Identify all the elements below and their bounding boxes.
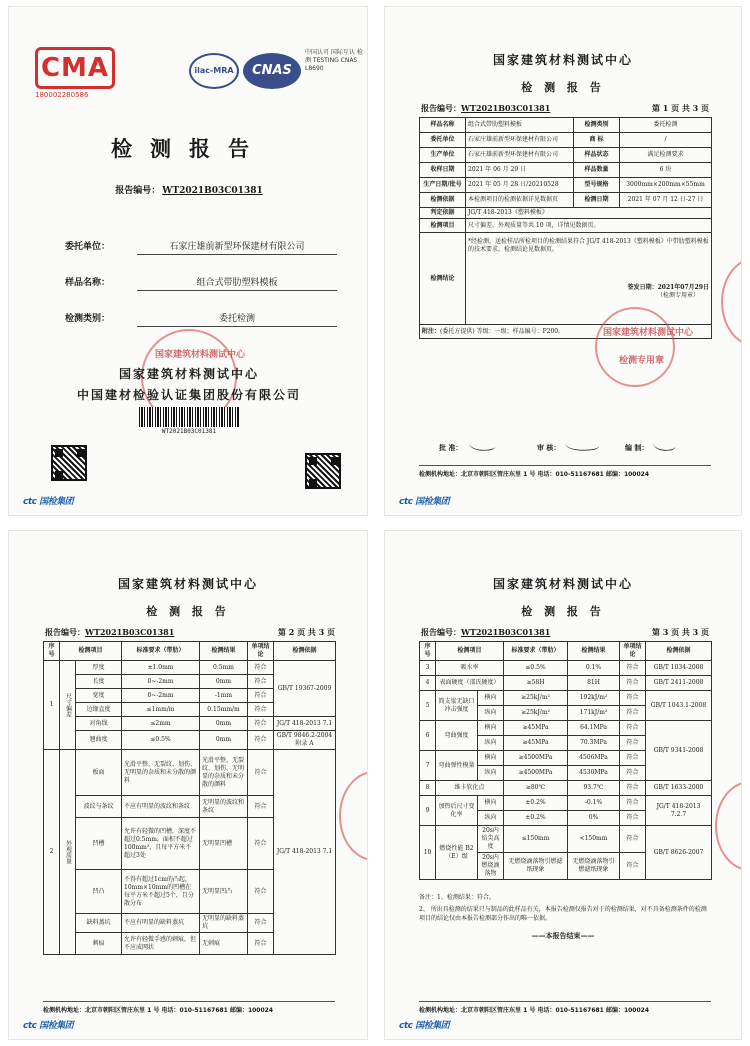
- item-name: 燃烧性能 B2（E）级: [436, 826, 478, 880]
- result: 无明显的缺料蒸坑: [200, 914, 248, 933]
- verdict: 符合: [248, 689, 274, 703]
- requirement: 允许有轻微的凹槽，深度不超过0.5mm，面积不超过100mm²，且每平方米不超过3处: [122, 818, 200, 870]
- data-table-body: [420, 661, 712, 880]
- report-data-page-1: [8, 530, 368, 1040]
- ctc-footer-logo: [23, 494, 73, 507]
- requirement: 不应有明显的缺料蒸坑: [122, 914, 200, 933]
- seal-note: （检测专用章）: [656, 292, 699, 299]
- report-number-value: WT2021B03C01381: [461, 627, 551, 637]
- table-row: [420, 721, 712, 736]
- summary-label: 收样日期: [420, 163, 466, 178]
- compile-label: 编 制：: [625, 444, 649, 452]
- test-basis: GB/T 19367-2009: [274, 661, 336, 717]
- requirement: ≥25kJ/m²: [504, 691, 568, 706]
- col-header: 单项结论: [620, 642, 646, 661]
- remark-value: (委托方提供) 等级：一级；样品编号：P200。: [440, 327, 565, 335]
- summary-label: 样品状态: [574, 148, 620, 163]
- table-row: [420, 796, 712, 811]
- item-name: 加热后尺寸变化率: [436, 796, 478, 826]
- table-row: [420, 691, 712, 706]
- standard-value: JG/T 418-2013《塑料模板》: [466, 208, 712, 219]
- page-indicator: 第 1 页 共 3 页: [651, 103, 709, 113]
- red-seal-stamp: [595, 307, 675, 387]
- item-name: 波纹与条纹: [76, 796, 122, 818]
- group-name: 外观质量: [60, 750, 76, 955]
- physical-properties-table: [419, 641, 712, 880]
- table-header-row: [420, 642, 712, 661]
- test-basis: GB/T 9341-2008: [646, 721, 712, 781]
- end-of-report: ——本报告结束——: [531, 931, 595, 940]
- requirement: ≥80℃: [504, 781, 568, 796]
- result: 无刺痕: [200, 933, 248, 955]
- requirement: ≤0.5%: [504, 661, 568, 676]
- row-number: 2: [44, 750, 60, 955]
- verdict: 符合: [620, 751, 646, 766]
- requirement: 无燃烧滴落物引燃滤纸现象: [504, 853, 568, 880]
- col-header: 单项结论: [248, 642, 274, 661]
- row-number: 9: [420, 796, 436, 826]
- verdict: 符合: [620, 826, 646, 853]
- result: 192kJ/m²: [568, 691, 620, 706]
- report-number-value: WT2021B03C01381: [85, 627, 175, 637]
- ctc-footer-logo: [399, 1018, 449, 1031]
- report-cover-page: [8, 6, 368, 516]
- cnas-accreditation-text: 中国认可 国际互认 检测 TESTING CNAS L8690: [305, 49, 363, 72]
- item-name: 弯曲强度: [436, 721, 478, 751]
- row-number: 6: [420, 721, 436, 751]
- table-row: [44, 731, 336, 750]
- result: 0mm: [200, 717, 248, 731]
- summary-label: 样品数量: [574, 163, 620, 178]
- result: 64.1MPa: [568, 721, 620, 736]
- item-name: 凹槽: [76, 818, 122, 870]
- cnas-logo: CNAS: [243, 53, 301, 89]
- item-name: 缺料蒸坑: [76, 914, 122, 933]
- summary-row: [420, 148, 712, 163]
- ilac-mra-logo: ilac-MRA: [189, 53, 239, 89]
- verdict: 符合: [620, 676, 646, 691]
- review-label: 审 核：: [537, 444, 561, 452]
- page-indicator: 第 2 页 共 3 页: [277, 627, 335, 637]
- report-number-value: WT2021B03C01381: [461, 103, 551, 113]
- ctc-logo-icon: ctc 国检集团: [399, 497, 450, 507]
- item-name: 厚度: [76, 661, 122, 675]
- review-signature: [565, 436, 600, 452]
- item-name: 宽度: [76, 689, 122, 703]
- requirement: 不应有明显的波纹和条纹: [122, 796, 200, 818]
- sub-item: 20s内焰尖高度: [478, 826, 504, 853]
- requirement: ≥58H: [504, 676, 568, 691]
- items-row: [420, 219, 712, 233]
- summary-value: 石家庄雄前新型环保建材有限公司: [466, 148, 574, 163]
- verdict: 符合: [248, 750, 274, 796]
- verdict: 符合: [248, 731, 274, 750]
- report-number-label: 报告编号：: [421, 627, 461, 637]
- item-name: 对角线: [76, 717, 122, 731]
- verdict: 符合: [620, 853, 646, 880]
- table-row: [420, 676, 712, 691]
- seal-subtext: 检测专用章: [619, 356, 665, 366]
- summary-table-body: [420, 118, 712, 208]
- sub-item: 20s内燃烧滴落物: [478, 853, 504, 880]
- verdict: 符合: [620, 691, 646, 706]
- table-row: [44, 661, 336, 675]
- result: 171kJ/m²: [568, 706, 620, 721]
- requirement: 允许有轻微手感的刺痕，但不应成网状: [122, 933, 200, 955]
- col-header: 检测结果: [200, 642, 248, 661]
- result: 0mm: [200, 731, 248, 750]
- data-table-body: [44, 661, 336, 955]
- lab-address: 检测机构地址：北京市朝阳区管庄东里 1 号 电话：010-51167681 邮编：100024: [419, 465, 711, 478]
- test-basis: GB/T 1034-2008: [646, 661, 712, 676]
- requirement: 光滑平整、无裂纹、划伤、无明显的杂质和未分散的颜料: [122, 750, 200, 796]
- client-label: 委托单位：: [65, 242, 111, 252]
- dimension-appearance-table: [43, 641, 336, 955]
- page-indicator: 第 3 页 共 3 页: [651, 627, 709, 637]
- summary-label: 型号规格: [574, 178, 620, 193]
- ctc-logo-icon: ctc 国检集团: [399, 1021, 450, 1031]
- requirement: ±0.2%: [504, 796, 568, 811]
- summary-table: [419, 117, 712, 339]
- summary-value: 2021 年 07 月 12 日-27 日: [620, 193, 712, 208]
- result: <150mm: [568, 826, 620, 853]
- result: -0.1%: [568, 796, 620, 811]
- ctc-logo-icon: ctc 国检集团: [23, 497, 74, 507]
- col-header: 标准要求（带肋）: [504, 642, 568, 661]
- approve-label: 批 准：: [439, 444, 463, 452]
- cover-title: 检测报告: [111, 136, 267, 161]
- item-name: 表面硬度（邵氏硬度）: [436, 676, 504, 691]
- col-header: 检测结果: [568, 642, 620, 661]
- note-2: 2、 所出具检测的结果只与制品的此样品有关，本报告检测仅报告对于的检测结果，对不具备检测条件的检测项目的结论仅由本报告检测部分作出的唯一依据。: [419, 906, 707, 922]
- seal-text: 国家建筑材料测试中心: [603, 328, 694, 338]
- sub-item: 横向: [478, 751, 504, 766]
- verdict: 符合: [248, 703, 274, 717]
- sub-item: 纵向: [478, 736, 504, 751]
- sign-date: 签发日期：2021年07月29日: [627, 284, 709, 291]
- col-header: 检测项目: [60, 642, 122, 661]
- result: 93.7℃: [568, 781, 620, 796]
- col-header: 标准要求（带肋）: [122, 642, 200, 661]
- summary-label: 样品名称: [420, 118, 466, 133]
- requirement: 0~-2mm: [122, 689, 200, 703]
- summary-value: 2021 年 05 月 28 日/20210528: [466, 178, 574, 193]
- row-number: 5: [420, 691, 436, 721]
- red-seal-stamp-edge: [715, 781, 742, 871]
- note-1: 备注：1、检测结果：符合。: [419, 894, 495, 901]
- verdict: 符合: [620, 721, 646, 736]
- summary-value: 本检测项目的检测依据详见数据页: [466, 193, 574, 208]
- summary-value: 组合式带肋塑料模板: [466, 118, 574, 133]
- cma-code: 180002280586: [35, 91, 89, 99]
- row-number: 10: [420, 826, 436, 880]
- verdict: 符合: [248, 914, 274, 933]
- requirement: ≤2mm: [122, 717, 200, 731]
- conclusion-label: 检测结论: [420, 233, 466, 325]
- sub-item: 纵向: [478, 766, 504, 781]
- summary-value: 3000mm×200mm×55mm: [620, 178, 712, 193]
- cma-logo: CMA: [35, 47, 115, 89]
- seal-text: 国家建筑材料测试中心: [155, 350, 246, 360]
- requirement: ≥4500MPa: [504, 766, 568, 781]
- item-name: 吸水率: [436, 661, 504, 676]
- col-header: 检测依据: [646, 642, 712, 661]
- test-type-value: 委托检测: [137, 311, 337, 327]
- summary-label: 生产单位: [420, 148, 466, 163]
- table-row: [420, 826, 712, 853]
- page-title: 国家建筑材料测试中心: [117, 577, 258, 591]
- item-name: 简支梁无缺口冲击强度: [436, 691, 478, 721]
- result: 81H: [568, 676, 620, 691]
- page-subtitle: 检 测 报 告: [521, 81, 605, 94]
- client-value: 石家庄雄前新型环保建材有限公司: [137, 239, 337, 255]
- requirement: ±1.0mm: [122, 661, 200, 675]
- page-title: 国家建筑材料测试中心: [492, 577, 633, 591]
- verdict: 符合: [248, 818, 274, 870]
- standard-label: 判定依据: [420, 208, 466, 219]
- verdict: 符合: [620, 736, 646, 751]
- summary-row: [420, 178, 712, 193]
- lab-address: 检测机构地址：北京市朝阳区管庄东里 1 号 电话：010-51167681 邮编：100024: [43, 1001, 335, 1014]
- verdict: 符合: [620, 811, 646, 826]
- item-name: 长度: [76, 675, 122, 689]
- verdict: 符合: [248, 675, 274, 689]
- item-name: 弯曲弹性模量: [436, 751, 478, 781]
- row-number: 7: [420, 751, 436, 781]
- requirement: 不得有超过1cm的凸起，10mm×10mm的凹槽在每平方米不超过5个，且分散分布: [122, 870, 200, 914]
- report-summary-page: [384, 6, 742, 516]
- qr-code-left: [51, 445, 87, 481]
- item-name: 凹凸: [76, 870, 122, 914]
- ctc-footer-logo: [23, 1018, 73, 1031]
- report-number: [421, 627, 550, 638]
- result: 0mm: [200, 675, 248, 689]
- row-number: 1: [44, 661, 60, 750]
- verdict: 符合: [620, 661, 646, 676]
- table-row: [44, 717, 336, 731]
- row-number: 4: [420, 676, 436, 691]
- test-basis: GB/T 2411-2008: [646, 676, 712, 691]
- result: -1mm: [200, 689, 248, 703]
- verdict: 符合: [620, 706, 646, 721]
- requirement: ±0.2%: [504, 811, 568, 826]
- summary-value: 满足检测要求: [620, 148, 712, 163]
- result: 4530MPa: [568, 766, 620, 781]
- page-subtitle: 检 测 报 告: [146, 605, 230, 618]
- verdict: 符合: [248, 661, 274, 675]
- barcode: [139, 407, 239, 427]
- result: 4506MPa: [568, 751, 620, 766]
- requirement: ≥45MPa: [504, 736, 568, 751]
- result: 无明显的波纹和条纹: [200, 796, 248, 818]
- summary-label: 商 标: [574, 133, 620, 148]
- item-name: 板面: [76, 750, 122, 796]
- red-seal-stamp-edge: [339, 771, 368, 861]
- conclusion-cell: [466, 233, 712, 325]
- test-basis: JG/T 418-2013 7.2.7: [646, 796, 712, 826]
- item-name: 翘曲度: [76, 731, 122, 750]
- verdict: 符合: [248, 933, 274, 955]
- summary-value: 委托检测: [620, 118, 712, 133]
- summary-value: 石家庄雄前新型环保建材有限公司: [466, 133, 574, 148]
- ctc-footer-logo: [399, 494, 449, 507]
- cover-report-number: [9, 183, 368, 196]
- verdict: 符合: [620, 796, 646, 811]
- item-name: 边缘直度: [76, 703, 122, 717]
- result: 无燃烧滴落物引燃滤纸现象: [568, 853, 620, 880]
- result: 0.1%: [568, 661, 620, 676]
- result: 无明显凹凸: [200, 870, 248, 914]
- result: 70.3MPa: [568, 736, 620, 751]
- page-subtitle: 检 测 报 告: [521, 605, 605, 618]
- row-number: 8: [420, 781, 436, 796]
- group-name: 尺寸偏差: [60, 661, 76, 750]
- table-row: [44, 750, 336, 796]
- summary-label: 检测日期: [574, 193, 620, 208]
- requirement: ≥4500MPa: [504, 751, 568, 766]
- result: 0%: [568, 811, 620, 826]
- test-basis: GB/T 1633-2000: [646, 781, 712, 796]
- test-basis: GB/T 1043.1-2008: [646, 691, 712, 721]
- verdict: 符合: [248, 796, 274, 818]
- item-name: 维卡软化点: [436, 781, 504, 796]
- requirement: ≤150mm: [504, 826, 568, 853]
- result: 0.5mm: [200, 661, 248, 675]
- org-name-primary: 国家建筑材料测试中心: [118, 367, 259, 381]
- report-number-value: WT2021B03C01381: [162, 186, 263, 196]
- conclusion-row: [420, 233, 712, 325]
- report-number: [421, 103, 550, 114]
- report-number-label: 报告编号：: [421, 103, 461, 113]
- summary-value: /: [620, 133, 712, 148]
- verdict: 符合: [248, 717, 274, 731]
- table-header-row: [44, 642, 336, 661]
- result: 无明显凹槽: [200, 818, 248, 870]
- requirement: 0~-2mm: [122, 675, 200, 689]
- test-basis: JG/T 418-2013 7.1: [274, 717, 336, 731]
- standard-row: [420, 208, 712, 219]
- summary-label: 检测依据: [420, 193, 466, 208]
- summary-label: 检测类别: [574, 118, 620, 133]
- sub-item: 纵向: [478, 706, 504, 721]
- org-name-secondary: 中国建材检验认证集团股份有限公司: [76, 388, 301, 402]
- table-row: [420, 781, 712, 796]
- report-number-label: 报告编号：: [115, 186, 161, 196]
- items-value: 尺寸偏差、外观质量等共 10 项，详情见数据页。: [466, 219, 712, 233]
- test-type-label: 检测类别：: [65, 314, 111, 324]
- report-number: [45, 627, 174, 638]
- test-basis: GB/T 9846.2-2004 附录 A: [274, 731, 336, 750]
- verdict: 符合: [620, 766, 646, 781]
- summary-value: 2021 年 06 月 29 日: [466, 163, 574, 178]
- col-header: 序号: [44, 642, 60, 661]
- lab-address: 检测机构地址：北京市朝阳区管庄东里 1 号 电话：010-51167681 邮编：100024: [419, 1001, 711, 1014]
- sub-item: 纵向: [478, 811, 504, 826]
- sub-item: 横向: [478, 691, 504, 706]
- conclusion-text: *经检测，送检样品所检项目的检测结果符合 JG/T 418-2013《塑料模板》中带肋塑料模板的技术要求，检测结论见数据页。: [468, 238, 709, 253]
- item-name: 刺痕: [76, 933, 122, 955]
- requirement: ≥45MPa: [504, 721, 568, 736]
- report-number-label: 报告编号：: [45, 627, 85, 637]
- summary-row: [420, 193, 712, 208]
- requirement: ≤1mm/m: [122, 703, 200, 717]
- page-title: 国家建筑材料测试中心: [492, 53, 633, 67]
- result: 光滑平整、无裂纹、划伤、无明显的杂质和未分散的颜料: [200, 750, 248, 796]
- table-row: [420, 661, 712, 676]
- remark-label: 附注：: [422, 327, 441, 335]
- summary-row: [420, 163, 712, 178]
- qr-code-right: [305, 453, 341, 489]
- sample-value: 组合式带肋塑料模板: [137, 275, 337, 291]
- ctc-logo-icon: ctc 国检集团: [23, 1021, 74, 1031]
- summary-row: [420, 118, 712, 133]
- sub-item: 横向: [478, 721, 504, 736]
- test-basis: GB/T 8626-2007: [646, 826, 712, 880]
- verdict: 符合: [620, 781, 646, 796]
- row-number: 3: [420, 661, 436, 676]
- red-seal-stamp-edge: [721, 257, 742, 347]
- col-header: 检测依据: [274, 642, 336, 661]
- col-header: 序号: [420, 642, 436, 661]
- approve-signature: [469, 436, 496, 452]
- result: 0.15mm/m: [200, 703, 248, 717]
- summary-row: [420, 133, 712, 148]
- test-basis: JG/T 418-2013 7.1: [274, 750, 336, 955]
- col-header: 检测项目: [436, 642, 504, 661]
- requirement: ≥25kJ/m²: [504, 706, 568, 721]
- requirement: ≤0.5%: [122, 731, 200, 750]
- items-label: 检测项目: [420, 219, 466, 233]
- barcode-text: WT2021B03C01381: [161, 428, 217, 435]
- sample-label: 样品名称：: [65, 278, 111, 288]
- summary-value: 6 块: [620, 163, 712, 178]
- sub-item: 横向: [478, 796, 504, 811]
- report-data-page-2: [384, 530, 742, 1040]
- verdict: 符合: [248, 870, 274, 914]
- summary-label: 生产日期/批号: [420, 178, 466, 193]
- compile-signature: [653, 436, 676, 452]
- summary-label: 委托单位: [420, 133, 466, 148]
